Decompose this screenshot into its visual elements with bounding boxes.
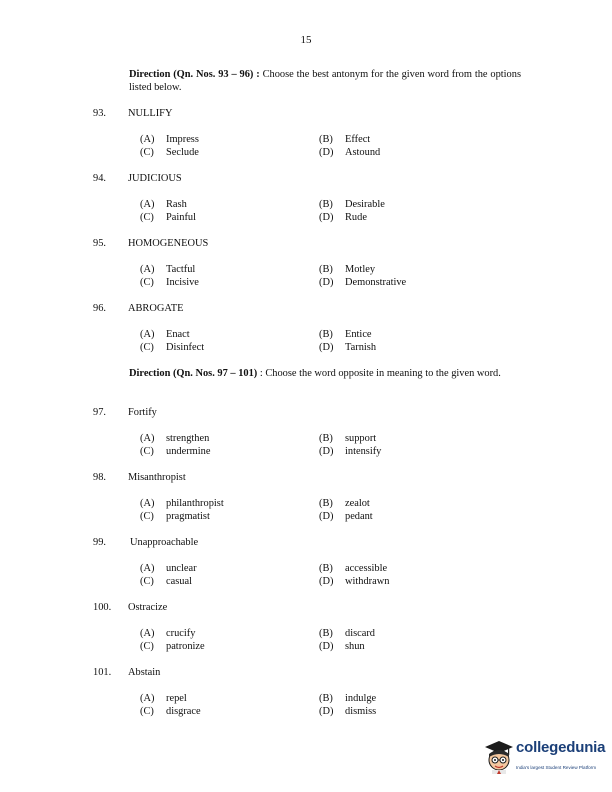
option-c: (C) pragmatist	[140, 511, 210, 522]
direction-heading: Direction (Qn. Nos. 93 – 96) :	[129, 69, 260, 80]
option-a: (A) philanthropist	[140, 498, 224, 509]
question-number: 93.	[93, 108, 106, 119]
option-a: (A) crucify	[140, 628, 196, 639]
option-a: (A) Enact	[140, 329, 190, 340]
option-d: (D) intensify	[319, 446, 382, 457]
option-d: (D) Astound	[319, 147, 381, 158]
collegedunia-logo	[484, 739, 606, 776]
option-c: (C) Disinfect	[140, 342, 205, 353]
option-c: (C) undermine	[140, 446, 211, 457]
question-word: Fortify	[128, 407, 157, 418]
option-c: (C) Incisive	[140, 277, 199, 288]
question-number: 100.	[93, 602, 112, 613]
option-c: (C) patronize	[140, 641, 205, 652]
option-b: (B) Effect	[319, 134, 371, 145]
option-d: (D) shun	[319, 641, 365, 652]
direction-text: : Choose the word opposite in meaning to the given word.	[259, 368, 501, 379]
option-d: (D) withdrawn	[319, 576, 390, 587]
option-d: (D) Rude	[319, 212, 367, 223]
logo-wordmark: collegedunia	[516, 739, 606, 756]
option-b: (B) Entice	[319, 329, 372, 340]
option-b: (B) accessible	[319, 563, 388, 574]
option-c: (C) Seclude	[140, 147, 199, 158]
logo-tagline: India's largest Student Review Platform	[516, 765, 597, 770]
direction-93-96	[129, 68, 521, 94]
question-word: Unapproachable	[130, 537, 199, 548]
option-c: (C) disgrace	[140, 706, 201, 717]
option-a: (A) Impress	[140, 134, 199, 145]
question-number: 96.	[93, 303, 106, 314]
option-a: (A) Rash	[140, 199, 187, 210]
question-word: Misanthropist	[128, 472, 186, 483]
option-b: (B) Motley	[319, 264, 376, 275]
option-b: (B) Desirable	[319, 199, 385, 210]
question-number: 99.	[93, 537, 106, 548]
question-word: JUDICIOUS	[128, 173, 182, 184]
question-word: HOMOGENEOUS	[128, 238, 209, 249]
option-c: (C) casual	[140, 576, 192, 587]
option-d: (D) pedant	[319, 511, 373, 522]
question-word: NULLIFY	[128, 108, 173, 119]
option-a: (A) repel	[140, 693, 187, 704]
option-b: (B) indulge	[319, 693, 377, 704]
option-b: (B) support	[319, 433, 377, 444]
option-d: (D) dismiss	[319, 706, 377, 717]
question-word: ABROGATE	[128, 303, 184, 314]
option-b: (B) discard	[319, 628, 376, 639]
option-b: (B) zealot	[319, 498, 370, 509]
option-d: (D) Tarnish	[319, 342, 377, 353]
question-number: 94.	[93, 173, 106, 184]
option-a: (A) strengthen	[140, 433, 210, 444]
question-number: 97.	[93, 407, 106, 418]
direction-text: Choose the best antonym for the given word from the options listed below.	[129, 69, 521, 93]
graduate-mascot-icon	[484, 740, 514, 774]
question-word: Abstain	[128, 667, 161, 678]
option-d: (D) Demonstrative	[319, 277, 407, 288]
question-word: Ostracize	[128, 602, 168, 613]
option-c: (C) Painful	[140, 212, 197, 223]
option-a: (A) unclear	[140, 563, 197, 574]
direction-heading: Direction (Qn. Nos. 97 – 101)	[129, 368, 258, 379]
question-number: 101.	[93, 667, 112, 678]
page-number: 15	[300, 34, 312, 46]
question-number: 98.	[93, 472, 106, 483]
option-a: (A) Tactful	[140, 264, 196, 275]
direction-97-101	[129, 367, 521, 380]
question-number: 95.	[93, 238, 106, 249]
